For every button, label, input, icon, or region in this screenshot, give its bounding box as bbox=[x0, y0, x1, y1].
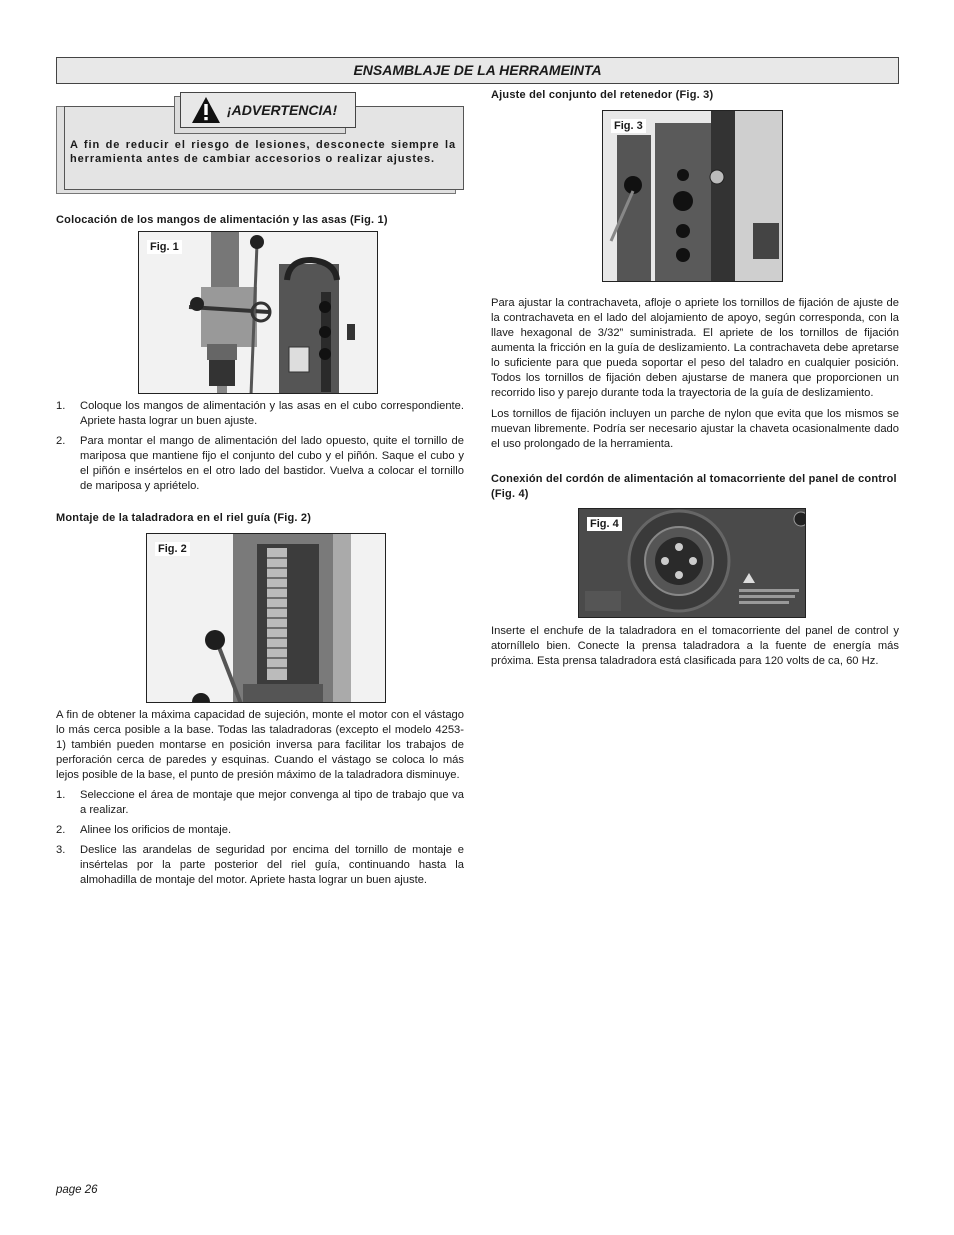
figure-label: Fig. 2 bbox=[155, 542, 190, 556]
step-number: 2. bbox=[56, 435, 66, 447]
step-number: 1. bbox=[56, 789, 66, 801]
step-text: Seleccione el área de montaje que mejor convenga al tipo de trabajo que va a realizar. bbox=[80, 789, 464, 816]
section-heading-handles: Colocación de los mangos de alimentación y las asas (Fig. 1) bbox=[56, 214, 388, 226]
mounting-steps-list bbox=[56, 788, 464, 888]
figure-2-guide-rail-image bbox=[147, 534, 386, 703]
warning-box bbox=[56, 92, 464, 198]
figure-4 bbox=[578, 508, 806, 618]
step-number: 3. bbox=[56, 844, 66, 856]
warning-label bbox=[180, 92, 356, 128]
figure-label: Fig. 4 bbox=[587, 517, 622, 531]
step-number: 1. bbox=[56, 400, 66, 412]
left-column bbox=[56, 92, 464, 893]
step-text: Alinee los orificios de montaje. bbox=[80, 824, 232, 836]
warning-text: A fin de reducir el riesgo de lesiones, desconecte siempre la herramienta antes de cambiar accesorios o realizar ajustes. bbox=[70, 139, 456, 165]
step-text: Coloque los mangos de alimentación y las asas en el cubo correspondiente. Apriete hasta lograr un buen ajuste. bbox=[80, 400, 464, 427]
figure-3 bbox=[602, 110, 783, 282]
section-heading-power-cord: Conexión del cordón de alimentación al tomacorriente del panel de control (Fig. 4) bbox=[491, 473, 897, 500]
figure-1-drill-press-image bbox=[139, 232, 378, 394]
handles-steps-list bbox=[56, 399, 464, 494]
page-number: page 26 bbox=[56, 1184, 98, 1196]
power-cord-paragraph: Inserte el enchufe de la taladradora en el tomacorriente del panel de control y atorníllelo bien. Conecte la prensa taladradora a la fuente de energía más próxima. Esta prensa taladradora está clasificada para 120 volts de ca, 60 Hz. bbox=[491, 625, 899, 667]
section-heading-retainer: Ajuste del conjunto del retenedor (Fig. 3) bbox=[491, 89, 714, 101]
list-item bbox=[56, 823, 464, 838]
warning-triangle-icon bbox=[191, 95, 221, 125]
list-item bbox=[56, 788, 464, 818]
figure-1 bbox=[138, 231, 378, 394]
list-item bbox=[56, 843, 464, 888]
mounting-paragraph: A fin de obtener la máxima capacidad de sujeción, monte el motor con el vástago lo más cerca posible a la base. Todas las taladradoras (excepto el modelo 4253-1) también pueden montarse en posición inversa para facilitar los trabajos de perforación cerca de paredes y esquinas. Cuando el vástago se coloca lo más lejos posible de la base, el punto de presión máximo de la taladradora disminuye. bbox=[56, 709, 464, 781]
retainer-paragraph-2: Los tornillos de fijación incluyen un parche de nylon que evita que los mismos se muevan libremente. Podría ser necesario ajustar la chaveta ocasionalmente dado el uso prolongado de la herramienta. bbox=[491, 408, 899, 450]
section-title: ENSAMBLAJE DE LA HERRAMEINTA bbox=[56, 57, 899, 84]
step-number: 2. bbox=[56, 824, 66, 836]
figure-2 bbox=[146, 533, 386, 703]
figure-3-retainer-image bbox=[603, 111, 783, 282]
figure-label: Fig. 3 bbox=[611, 119, 646, 133]
list-item bbox=[56, 399, 464, 429]
step-text: Para montar el mango de alimentación del lado opuesto, quite el tornillo de mariposa que mantiene fijo el conjunto del cubo y el piñón. Saque el cubo y el piñón e insértelos en el otro lado del bastidor. Vuelva a colocar el tornillo de mariposa y apriételo. bbox=[80, 435, 464, 492]
figure-label: Fig. 1 bbox=[147, 240, 182, 254]
warning-title: ¡ADVERTENCIA! bbox=[227, 102, 338, 118]
section-heading-mounting: Montaje de la taladradora en el riel guía (Fig. 2) bbox=[56, 512, 312, 524]
list-item bbox=[56, 434, 464, 494]
right-column bbox=[491, 88, 899, 669]
retainer-paragraph-1: Para ajustar la contrachaveta, afloje o apriete los tornillos de fijación de ajuste de la contrachaveta en el lado del alojamiento de apoyo, según corresponda, con la llave hexagonal de 3/32” suministrada. El apriete de los tornillos de fijación aumenta la fricción en la guía de deslizamiento. La contrachaveta debe apretarse lo suficiente para que pueda soportar el peso del taladro en cualquier posición. Todos los tornillos de fijación deben ajustarse de manera que proporcionen un recorrido liso y parejo durante toda la trayectoria de la guía de deslizamiento. bbox=[491, 297, 899, 399]
step-text: Deslice las arandelas de seguridad por encima del tornillo de montaje e insértelas por la parte posterior del riel guía, continuando hasta la almohadilla de montaje del motor. Apriete hasta lograr un buen ajuste. bbox=[80, 844, 464, 886]
